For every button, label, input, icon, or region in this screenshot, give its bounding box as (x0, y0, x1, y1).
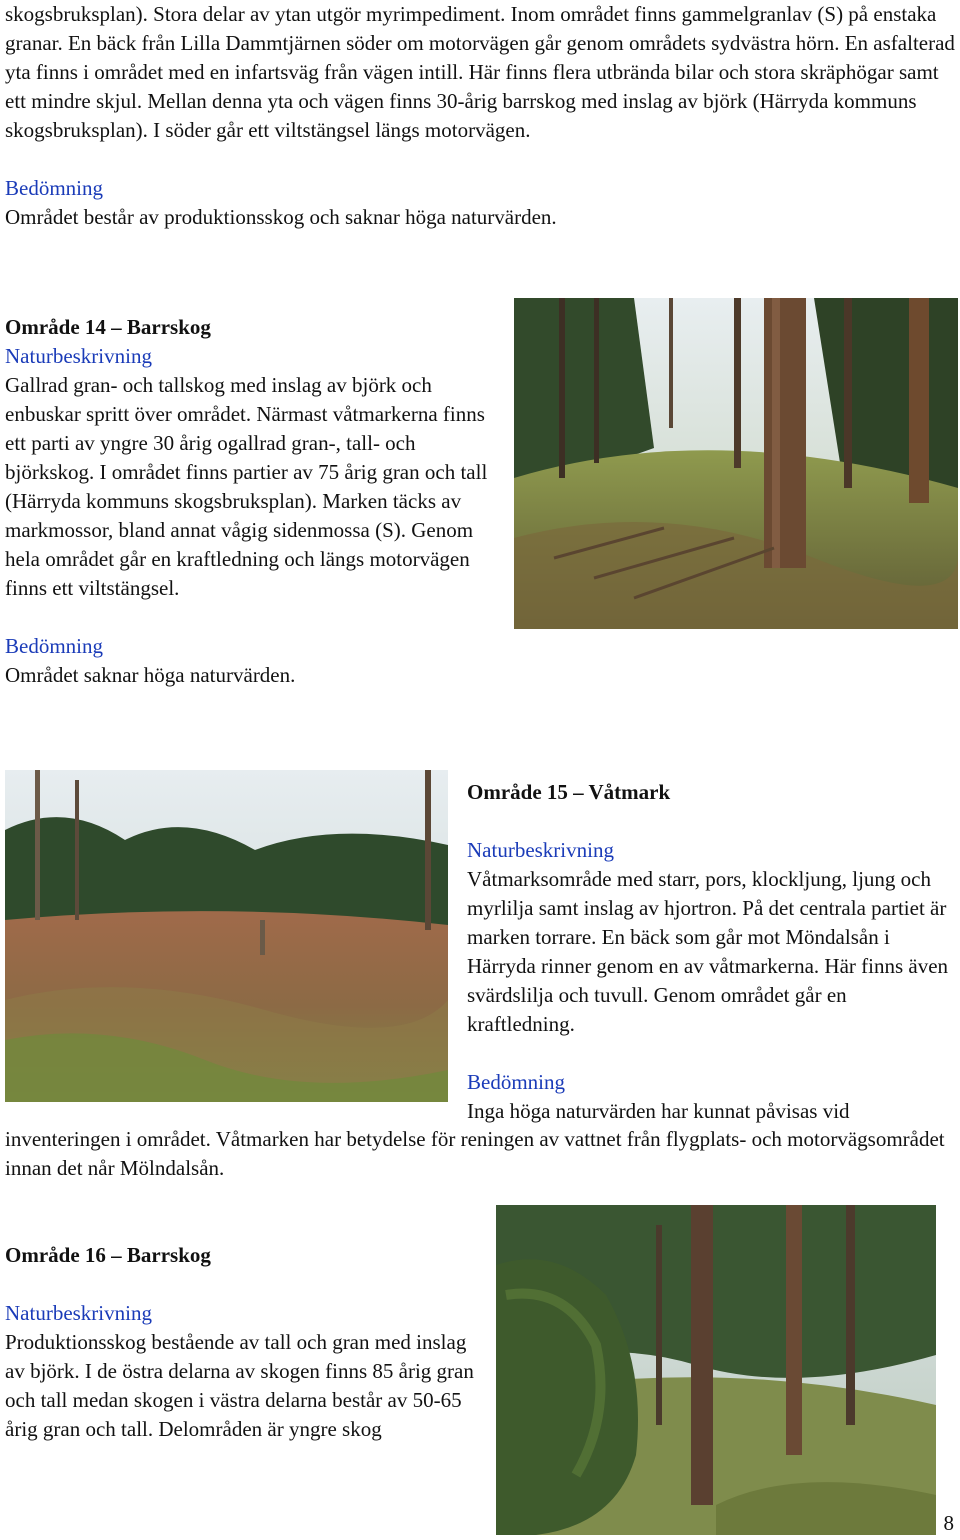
area16-section (5, 1241, 475, 1444)
area15-title: Område 15 – Våtmark (467, 780, 671, 804)
area14-forest-photo (514, 298, 958, 629)
area14-title: Område 14 – Barrskog (5, 315, 211, 339)
area16-title: Område 16 – Barrskog (5, 1243, 211, 1267)
area14-description-label: Naturbeskrivning (5, 344, 152, 368)
area15-assessment-rest: inventeringen i området. Våtmarken har betydelse för reningen av vattnet från flygplats- och motorvägsområdet innan det når Mölndalsån. (5, 1127, 945, 1180)
area14-assessment-label: Bedömning (5, 634, 103, 658)
area14-section (5, 313, 495, 690)
area14-description: Gallrad gran- och tallskog med inslag av björk och enbuskar spritt över området. Närmast våtmarkerna finns ett parti av yngre 30 årig ogallrad gran-, tall- och björkskog. I området finns partier av 75 årig gran och tall (Härryda kommuns skogsbruksplan). Marken täcks av markmossor, bland annat vågig sidenmossa (S). Genom hela området går en kraftledning och längs motorvägen finns ett viltstängsel. (5, 373, 488, 600)
intro-paragraph: skogsbruksplan). Stora delar av ytan utgör myrimpediment. Inom området finns gammelgranlav (S) på enstaka granar. En bäck från Lilla Dammtjärnen söder om motorvägen går genom områdets sydvästra hörn. En asfalterad yta finns i området med en infartsväg från vägen intill. Här finns flera utbrända bilar och stora skräphögar samt ett mindre skjul. Mellan denna yta och vägen finns 30-årig barrskog med inslag av björk (Härryda kommuns skogsbruksplan). I söder går ett viltstängsel längs motorvägen. (5, 2, 955, 142)
area15-assessment-line1: Inga höga naturvärden har kunnat påvisas vid (467, 1099, 850, 1123)
intro-section (5, 0, 955, 232)
intro-assessment-label: Bedömning (5, 176, 103, 200)
area15-assessment-continuation (5, 1125, 955, 1183)
area15-description-label: Naturbeskrivning (467, 838, 614, 862)
area15-description: Våtmarksområde med starr, pors, klockljung, ljung och myrlilja samt inslag av hjortron. På det centrala partiet är marken torrare. En bäck som går mot Möndalsån i Härryda rinner genom en av våtmarkerna. Här finns även svärdslilja och tuvull. Genom området går en kraftledning. (467, 867, 949, 1036)
intro-assessment-text: Området består av produktionsskog och saknar höga naturvärden. (5, 205, 557, 229)
area15-wetland-photo (5, 770, 448, 1102)
area16-description-label: Naturbeskrivning (5, 1301, 152, 1325)
area14-assessment: Området saknar höga naturvärden. (5, 663, 296, 687)
page-number: 8 (943, 1511, 954, 1535)
area16-forest-photo (496, 1205, 936, 1535)
area15-assessment-label: Bedömning (467, 1070, 565, 1094)
area15-section (467, 778, 957, 1126)
area16-description: Produktionsskog bestående av tall och gran med inslag av björk. I de östra delarna av skogen finns 85 årig gran och tall medan skogen i västra delarna består av 50-65 årig gran och tall. Delområden är yngre skog (5, 1330, 474, 1441)
